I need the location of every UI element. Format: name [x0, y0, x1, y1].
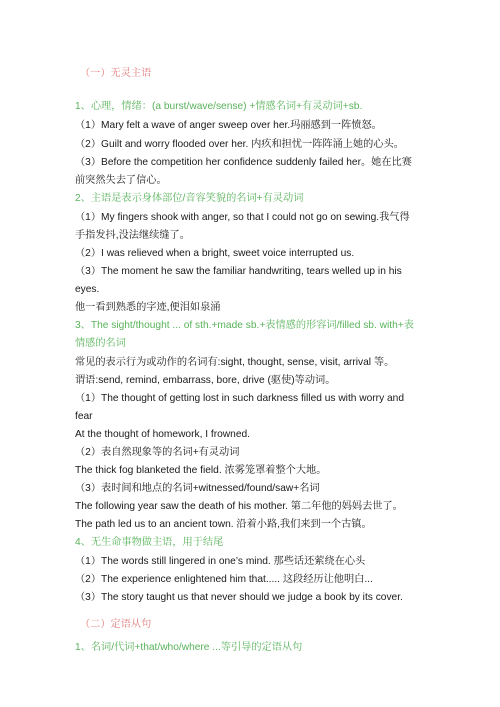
example-line: （3）Before the competition her confidence suddenly failed her。她在比赛 [75, 157, 412, 168]
section-heading-2: （二）定语从句 [80, 619, 152, 630]
example-line: （1）The thought of getting lost in such darkness filled us with worry and [75, 393, 404, 404]
example-line: （3）表时间和地点的名词+witnessed/found/saw+名词 [75, 483, 320, 494]
example-line: eyes. [75, 284, 100, 295]
text-line: 常见的表示行为或动作的名词有:sight, thought, sense, visit, arrival 等。 [75, 357, 395, 368]
example-line: 手指发抖,没法继续缝了。 [75, 230, 190, 241]
example-line: （2）表自然现象等的名词+有灵动词 [75, 447, 240, 458]
example-line: （2）I was relieved when a bright, sweet voice interrupted us. [75, 248, 355, 259]
example-line: 他一看到熟悉的字迹,便泪如泉涌 [75, 302, 221, 313]
subheading-2: 2、主语是表示身体部位/音容笑貌的名词+有灵动词 [75, 193, 304, 204]
example-line: The thick fog blanketed the field. 浓雾笼罩着整个大地。 [75, 465, 327, 476]
example-line: The path led us to an ancient town. 沿着小路,我们来到一个古镇。 [75, 519, 372, 530]
example-line: （1）The words still lingered in one’s mind. 那些话还萦绕在心头 [75, 556, 366, 567]
example-line: （2）Guilt and worry flooded over her. 内疚和担忧一阵阵涌上她的心头。 [75, 139, 404, 150]
example-line: （3）The story taught us that never should we judge a book by its cover. [75, 592, 403, 603]
example-line: fear [75, 411, 93, 422]
subheading-4: 4、无生命事物做主语，用于结尾 [75, 537, 224, 548]
subheading-3: 3、The sight/thought ... of sth.+made sb.+表情感的形容词/filled sb. with+表 [75, 320, 414, 331]
example-line: 前突然失去了信心。 [75, 175, 167, 186]
example-line: （3）The moment he saw the familiar handwriting, tears welled up in his [75, 266, 402, 277]
example-line: The following year saw the death of his mother. 第二年他的妈妈去世了。 [75, 501, 403, 512]
section-heading-1: （一）无灵主语 [80, 68, 152, 79]
example-line: （1）Mary felt a wave of anger sweep over her.玛丽感到一阵愤怒。 [75, 120, 382, 131]
subheading-3-cont: 情感的名词 [75, 338, 126, 349]
subheading-sec2-1: 1、名词/代词+that/who/where ...等引导的定语从句 [75, 642, 303, 653]
subheading-1: 1、心理，情绪：(a burst/wave/sense) +情感名词+有灵动词+sb. [75, 101, 363, 112]
example-line: At the thought of homework, I frowned. [75, 429, 250, 440]
text-line: 谓语:send, remind, embarrass, bore, drive (驱使)等动词。 [75, 375, 336, 386]
example-line: （2）The experience enlightened him that..... 这段经历让他明白... [75, 574, 373, 585]
example-line: （1）My fingers shook with anger, so that I could not go on sewing.我气得 [75, 212, 410, 223]
